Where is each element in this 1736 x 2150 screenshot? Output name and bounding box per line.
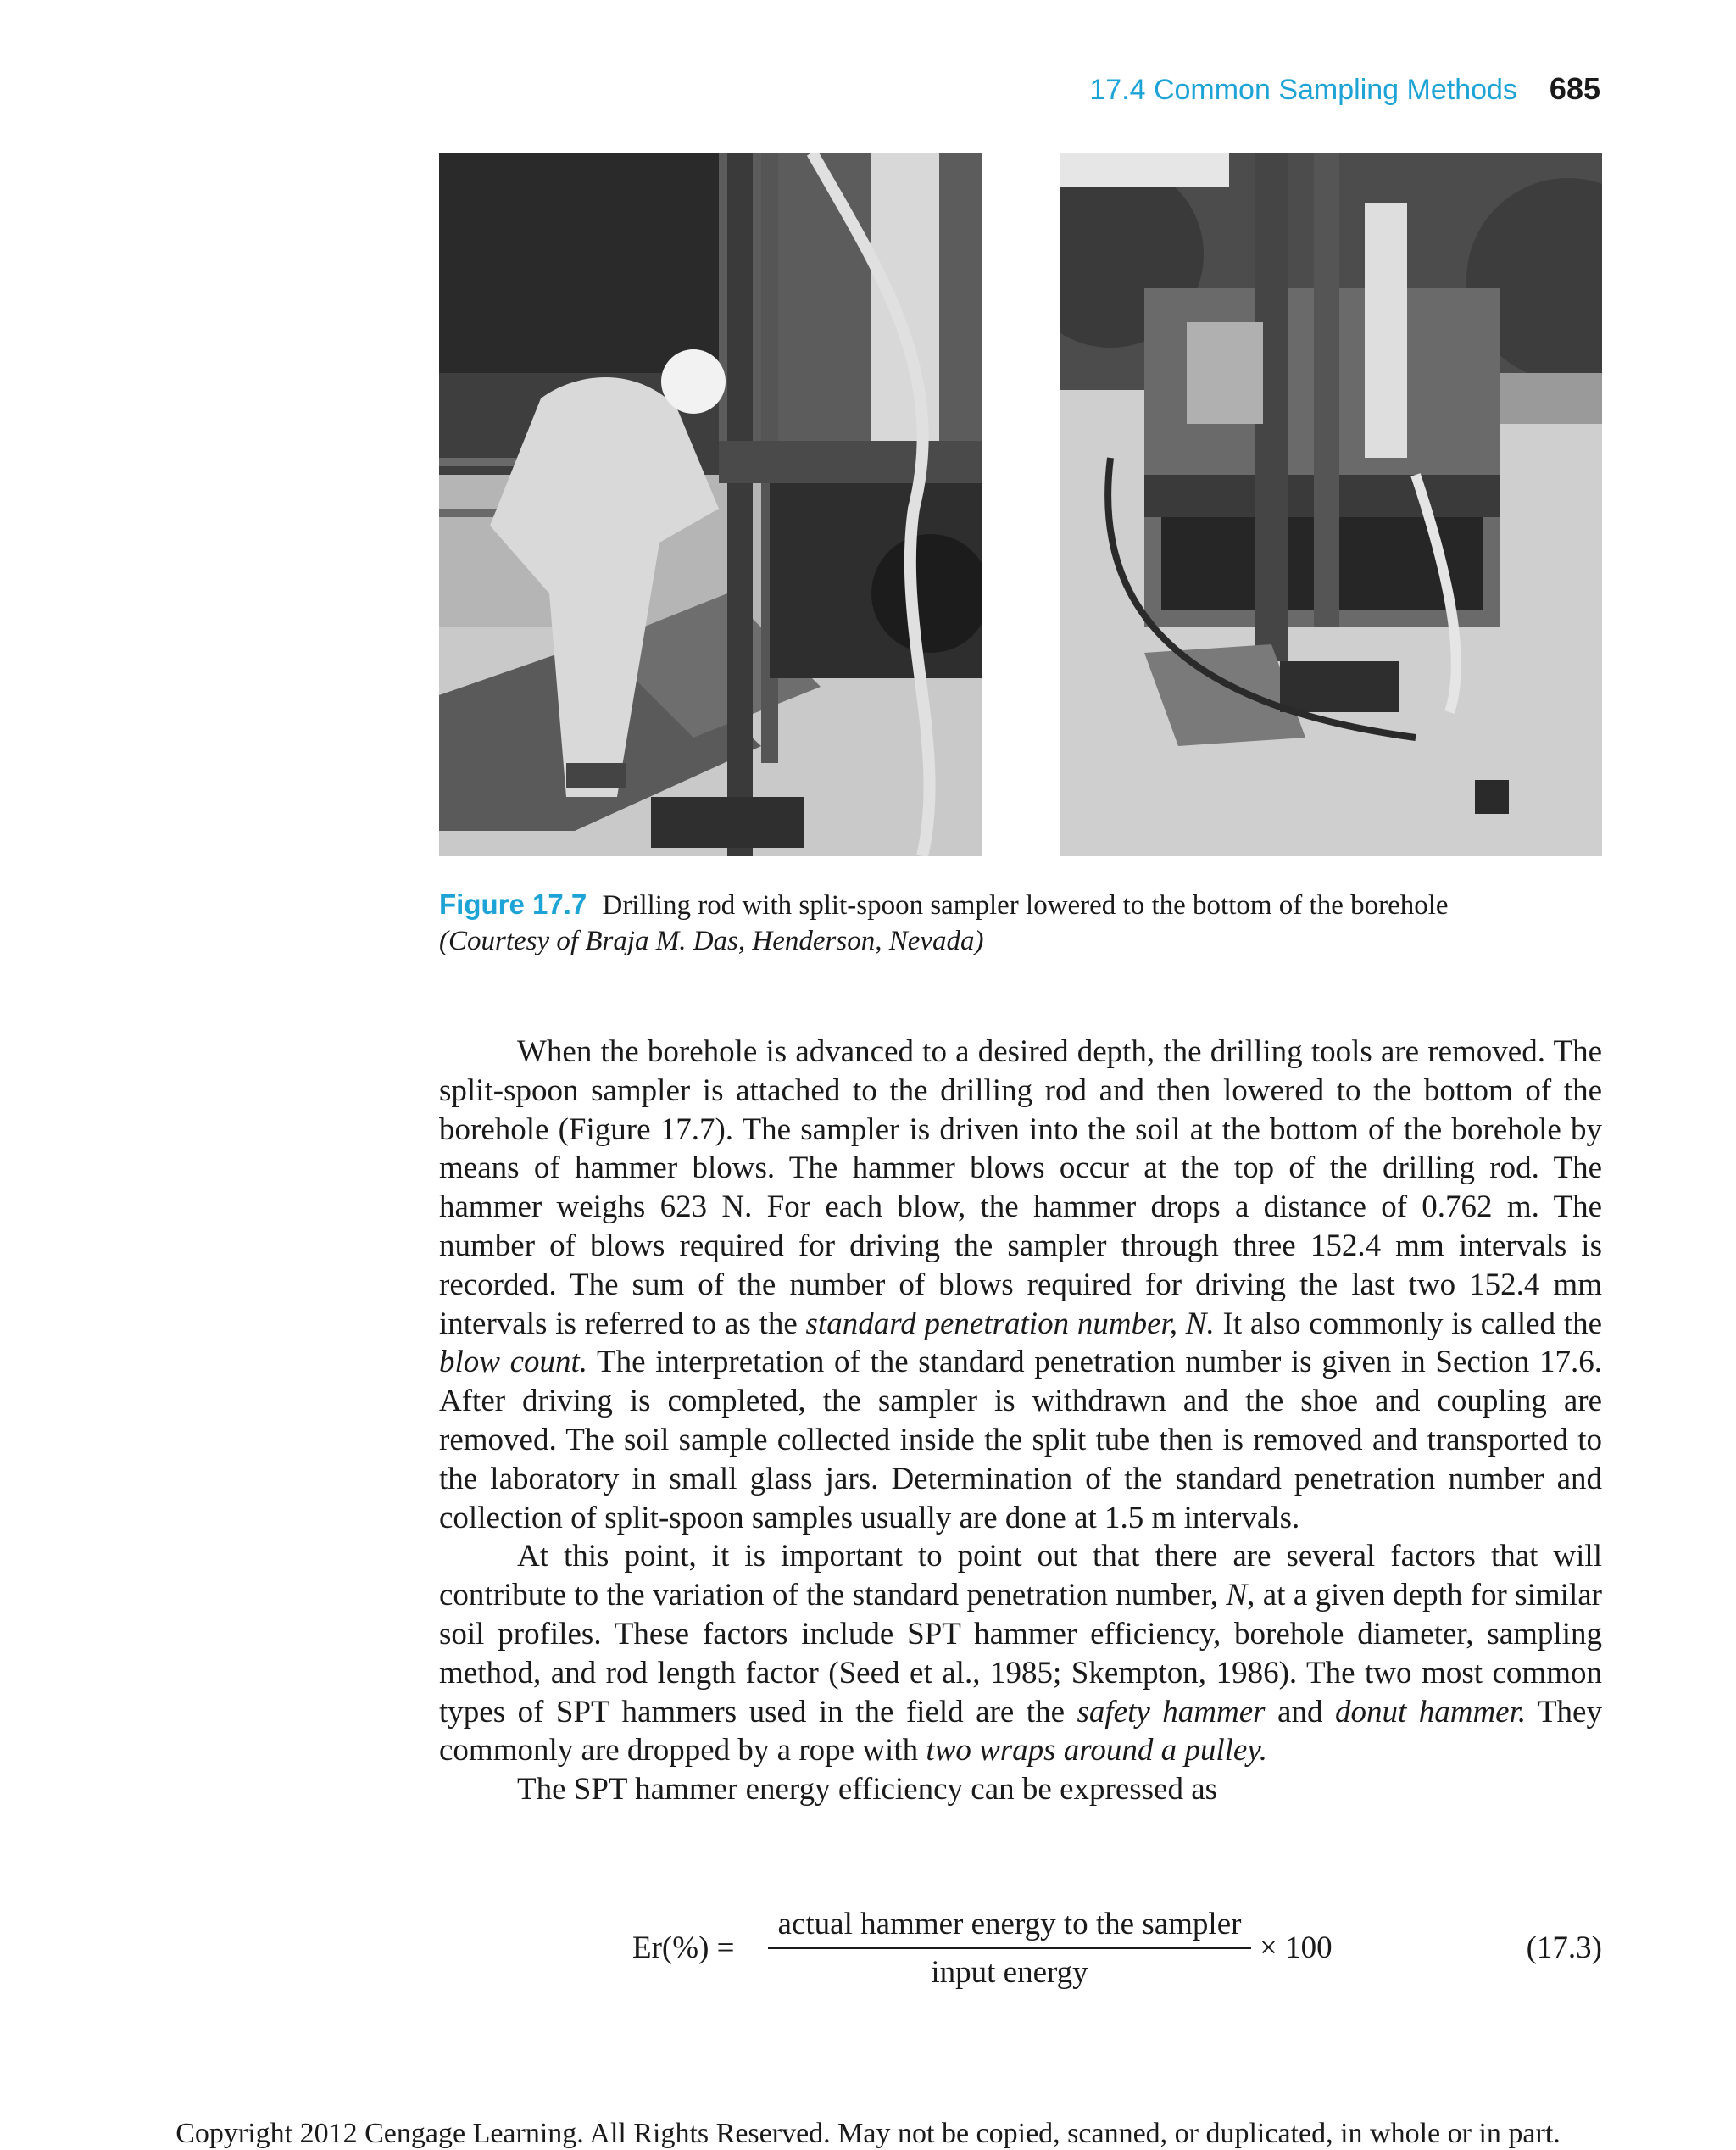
running-head: 17.4 Common Sampling Methods [1089, 74, 1517, 106]
p2-text-c: and [1265, 1694, 1335, 1729]
figure-credit: (Courtesy of Braja M. Das, Henderson, Nevada) [439, 926, 984, 956]
figure-label: Figure 17.7 [439, 888, 587, 920]
equation-multiplier: × 100 [1260, 1930, 1333, 1965]
paragraph-1 [439, 1033, 1602, 1537]
term-blow-count: blow count. [439, 1345, 588, 1380]
equation-numerator: actual hammer energy to the sampler [768, 1906, 1251, 1949]
p1-text: When the borehole is advanced to a desired depth, the drilling tools are removed. The split-spoon sampler is attached to the drilling rod and then lowered to the bottom of the borehole (Figure 17.7). The sampler is driven into the soil at the bottom of the borehole by means of hammer blows. The hammer blows occur at the top of the drilling rod. The hammer weighs 623 N. For each blow, the hammer drops a distance of 0.762 m. The number of blows required for driving the sampler through three 152.4 mm intervals is recorded. The sum of the number of blows required for driving the last two 152.4 mm intervals is referred to as the [439, 1034, 1602, 1341]
symbol-n: N [1226, 1578, 1248, 1613]
equation-denominator: input energy [931, 1955, 1088, 1990]
term-safety-hammer: safety hammer [1077, 1694, 1266, 1729]
paragraph-3: The SPT hammer energy efficiency can be expressed as [517, 1772, 1218, 1807]
p1-mid-text: It also commonly is called the [1214, 1306, 1602, 1341]
copyright-notice: Copyright 2012 Cengage Learning. All Rights Reserved. May not be copied, scanned, or duplicated, in whole or in part. [175, 2118, 1561, 2149]
p2-text-b: , at a given depth for similar soil profiles. These factors include SPT hammer efficiency, borehole diameter, sampling method, and rod length factor (Seed et al., 1985; Skempton, 1986). The two most common types of SPT hammers used in the field are the [439, 1578, 1602, 1729]
p2-text-a: At this point, it is important to point out that there are several factors that will contribute to the variation of the standard penetration number, [439, 1539, 1602, 1613]
body-text [439, 1033, 1602, 1809]
term-donut-hammer: donut hammer. [1334, 1694, 1527, 1729]
p1-end-text: The interpretation of the standard penetration number is given in Section 17.6. After driving is completed, the sampler is withdrawn and the shoe and coupling are removed. The soil sample collected inside the split tube then is removed and transported to the laboratory in small glass jars. Determination of the standard penetration number and collection of split-spoon samples usually are done at 1.5 m intervals. [439, 1345, 1602, 1535]
equation-fraction [768, 1906, 1251, 1991]
equation-lhs: Er(%) = [632, 1930, 735, 1965]
term-standard-penetration-number: standard penetration number, N. [805, 1306, 1215, 1341]
drilling-photo-left [439, 153, 982, 856]
page-header [1089, 71, 1600, 107]
equation-17-3 [439, 1906, 1602, 1999]
equation-number: (17.3) [1526, 1930, 1602, 1965]
p2-text-d: They commonly are dropped by a rope with [439, 1694, 1602, 1768]
term-pulley: two wraps around a pulley. [926, 1733, 1267, 1768]
drilling-photo-right [1060, 153, 1602, 856]
page-number: 685 [1549, 71, 1600, 106]
figure-caption [439, 887, 1602, 959]
figure-caption-text: Drilling rod with split-spoon sampler lowered to the bottom of the borehole [602, 890, 1449, 921]
paragraph-2 [439, 1537, 1602, 1770]
